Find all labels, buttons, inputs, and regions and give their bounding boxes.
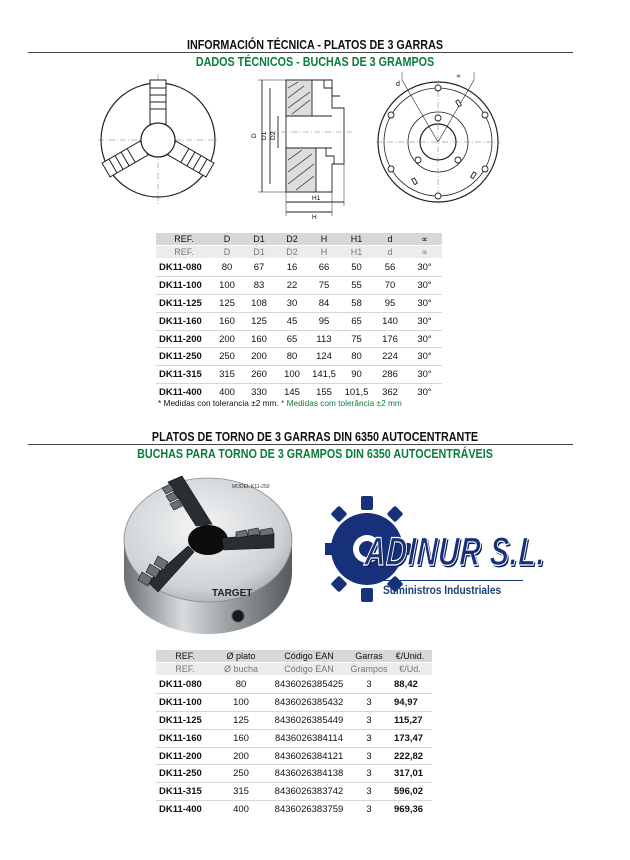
table-cell: 400 xyxy=(212,384,242,401)
table-cell: 362 xyxy=(373,384,407,401)
table-cell: 80 xyxy=(212,259,242,277)
table-cell: 286 xyxy=(373,366,407,384)
price-header: Garras xyxy=(350,650,388,663)
table-cell: 45 xyxy=(276,312,308,330)
table-cell: 30° xyxy=(407,384,442,401)
spec-table-body xyxy=(156,259,442,402)
spec-header: REF. xyxy=(156,246,212,259)
table-cell: 315 xyxy=(214,783,268,801)
ref-cell: DK11-160 xyxy=(156,729,214,747)
table-cell: 155 xyxy=(308,384,340,401)
adinur-logo-tagline: Suministros Industriales xyxy=(383,585,502,597)
price-header: REF. xyxy=(156,663,214,676)
table-cell: 3 xyxy=(350,693,388,711)
price-header: €/Unid. xyxy=(388,650,432,663)
table-row xyxy=(156,294,442,312)
price-table-body xyxy=(156,676,432,819)
chuck-front-view-drawing xyxy=(96,70,221,210)
table-row xyxy=(156,366,442,384)
ref-cell: DK11-250 xyxy=(156,348,212,366)
table-cell: 8436026384121 xyxy=(268,747,350,765)
table-cell: 115,27 xyxy=(388,711,432,729)
table-cell: 160 xyxy=(214,729,268,747)
table-cell: 67 xyxy=(242,259,276,277)
table-cell: 3 xyxy=(350,765,388,783)
table-cell: 30 xyxy=(276,294,308,312)
table-cell: 125 xyxy=(212,294,242,312)
table-cell: 95 xyxy=(308,312,340,330)
table-row xyxy=(156,801,432,818)
table-row xyxy=(156,693,432,711)
table-cell: 124 xyxy=(308,348,340,366)
table-row xyxy=(156,330,442,348)
table-cell: 108 xyxy=(242,294,276,312)
chuck-product-photo xyxy=(112,468,302,638)
table-cell: 3 xyxy=(350,711,388,729)
spec-header: H1 xyxy=(340,246,373,259)
ref-cell: DK11-250 xyxy=(156,765,214,783)
section1-divider xyxy=(28,52,573,53)
table-cell: 50 xyxy=(340,259,373,277)
table-cell: 84 xyxy=(308,294,340,312)
price-header: €/Ud. xyxy=(388,663,432,676)
table-cell: 317,01 xyxy=(388,765,432,783)
spec-header-row-pt xyxy=(156,246,442,259)
ref-cell: DK11-315 xyxy=(156,366,212,384)
table-cell: 56 xyxy=(373,259,407,277)
table-cell: 8436026385432 xyxy=(268,693,350,711)
tolerance-note-es: * Medidas con tolerancia ±2 mm. xyxy=(158,398,279,408)
table-cell: 113 xyxy=(308,330,340,348)
table-cell: 66 xyxy=(308,259,340,277)
table-row xyxy=(156,711,432,729)
table-cell: 101,5 xyxy=(340,384,373,401)
dim-label-D: D xyxy=(251,133,258,138)
ref-cell: DK11-200 xyxy=(156,747,214,765)
table-row xyxy=(156,676,432,694)
table-cell: 250 xyxy=(214,765,268,783)
table-row xyxy=(156,312,442,330)
table-cell: 80 xyxy=(340,348,373,366)
table-cell: 94,97 xyxy=(388,693,432,711)
price-table xyxy=(156,650,432,818)
section2-title-pt: BUCHAS PARA TORNO DE 3 GRAMPOS DIN 6350 AUTOCENTRÁVEIS xyxy=(137,447,493,461)
table-cell: 8436026383742 xyxy=(268,783,350,801)
table-cell: 969,36 xyxy=(388,801,432,818)
table-cell: 30° xyxy=(407,276,442,294)
table-row xyxy=(156,783,432,801)
ref-cell: DK11-315 xyxy=(156,783,214,801)
table-cell: 80 xyxy=(214,676,268,694)
table-cell: 3 xyxy=(350,801,388,818)
section1-title-es: INFORMACIÓN TÉCNICA - PLATOS DE 3 GARRAS xyxy=(186,38,444,52)
table-cell: 80 xyxy=(276,348,308,366)
table-cell: 260 xyxy=(242,366,276,384)
dim-label-alpha: ∝ xyxy=(456,73,462,80)
table-cell: 141,5 xyxy=(308,366,340,384)
table-cell: 65 xyxy=(276,330,308,348)
table-cell: 3 xyxy=(350,747,388,765)
spec-header: D xyxy=(212,233,242,246)
table-cell: 176 xyxy=(373,330,407,348)
table-cell: 88,42 xyxy=(388,676,432,694)
price-header: Código EAN xyxy=(268,650,350,663)
table-cell: 8436026384114 xyxy=(268,729,350,747)
dim-label-D2: D2 xyxy=(270,131,277,140)
table-cell: 250 xyxy=(212,348,242,366)
price-header: Código EAN xyxy=(268,663,350,676)
table-cell: 30° xyxy=(407,348,442,366)
ref-cell: DK11-100 xyxy=(156,693,214,711)
ref-cell: DK11-200 xyxy=(156,330,212,348)
section2-title-es: PLATOS DE TORNO DE 3 GARRAS DIN 6350 AUTOCENTRANTE xyxy=(151,430,479,444)
section1-title-pt: DADOS TÉCNICOS - BUCHAS DE 3 GRAMPOS xyxy=(195,55,435,69)
table-cell: 315 xyxy=(212,366,242,384)
table-row xyxy=(156,259,442,277)
table-cell: 200 xyxy=(212,330,242,348)
table-cell: 90 xyxy=(340,366,373,384)
dim-label-H: H xyxy=(312,214,317,220)
spec-header: d xyxy=(373,246,407,259)
price-header: Grampos xyxy=(350,664,388,674)
table-cell: 55 xyxy=(340,276,373,294)
price-header: REF. xyxy=(156,650,214,663)
ref-cell: DK11-400 xyxy=(156,384,212,401)
table-row xyxy=(156,729,432,747)
table-cell: 100 xyxy=(276,366,308,384)
table-cell: 330 xyxy=(242,384,276,401)
table-cell: 3 xyxy=(350,676,388,694)
table-cell: 400 xyxy=(214,801,268,818)
table-cell: 75 xyxy=(308,276,340,294)
table-cell: 3 xyxy=(350,783,388,801)
spec-header: D1 xyxy=(242,246,276,259)
chuck-section-view-drawing xyxy=(240,68,360,220)
spec-header: D2 xyxy=(276,246,308,259)
spec-header: ∝ xyxy=(407,233,442,246)
price-header-row-es xyxy=(156,650,432,663)
dim-label-H1: H1 xyxy=(312,195,321,202)
table-cell: 145 xyxy=(276,384,308,401)
table-cell: 22 xyxy=(276,276,308,294)
spec-header-row-es xyxy=(156,233,442,246)
table-cell: 30° xyxy=(407,312,442,330)
spec-header: H xyxy=(308,246,340,259)
table-cell: 75 xyxy=(340,330,373,348)
dim-label-d: d xyxy=(396,81,400,88)
table-row xyxy=(156,765,432,783)
table-cell: 8436026385449 xyxy=(268,711,350,729)
table-cell: 83 xyxy=(242,276,276,294)
table-cell: 3 xyxy=(350,729,388,747)
table-cell: 100 xyxy=(214,693,268,711)
logo-underline xyxy=(383,580,523,581)
chuck-back-view-drawing xyxy=(372,70,512,210)
spec-header: D1 xyxy=(242,233,276,246)
spec-header: D xyxy=(212,246,242,259)
ref-cell: DK11-080 xyxy=(156,259,212,277)
table-cell: 125 xyxy=(242,312,276,330)
price-header: Ø bucha xyxy=(214,663,268,676)
photo-model-text: MODEL K11-250 xyxy=(232,484,270,490)
spec-header: H xyxy=(308,233,340,246)
spec-header: REF. xyxy=(156,233,212,246)
table-cell: 160 xyxy=(242,330,276,348)
table-cell: 58 xyxy=(340,294,373,312)
table-row xyxy=(156,348,442,366)
spec-header: H1 xyxy=(340,233,373,246)
spec-table xyxy=(156,233,442,401)
table-cell: 140 xyxy=(373,312,407,330)
table-cell: 8436026385425 xyxy=(268,676,350,694)
section2-divider xyxy=(28,444,573,445)
table-cell: 200 xyxy=(214,747,268,765)
table-cell: 100 xyxy=(212,276,242,294)
dim-label-D1: D1 xyxy=(261,131,268,140)
ref-cell: DK11-400 xyxy=(156,801,214,818)
ref-cell: DK11-100 xyxy=(156,276,212,294)
table-cell: 200 xyxy=(242,348,276,366)
table-cell: 224 xyxy=(373,348,407,366)
table-row xyxy=(156,276,442,294)
ref-cell: DK11-080 xyxy=(156,676,214,694)
table-cell: 16 xyxy=(276,259,308,277)
table-cell: 596,02 xyxy=(388,783,432,801)
photo-brand-text: TARGET xyxy=(212,588,253,599)
table-row xyxy=(156,747,432,765)
table-cell: 70 xyxy=(373,276,407,294)
price-header-row-pt xyxy=(156,663,432,676)
ref-cell: DK11-125 xyxy=(156,294,212,312)
price-header: Ø plato xyxy=(214,650,268,663)
table-cell: 30° xyxy=(407,259,442,277)
spec-header: d xyxy=(373,233,407,246)
adinur-logo-text: ADINUR S.L. xyxy=(363,530,547,574)
tolerance-note-pt: * Medidas com tolerância ±2 mm xyxy=(281,398,402,408)
table-cell: 30° xyxy=(407,294,442,312)
table-cell: 125 xyxy=(214,711,268,729)
tolerance-note xyxy=(158,398,402,408)
table-cell: 173,47 xyxy=(388,729,432,747)
table-cell: 65 xyxy=(340,312,373,330)
spec-header: D2 xyxy=(276,233,308,246)
table-cell: 160 xyxy=(212,312,242,330)
table-cell: 8436026384138 xyxy=(268,765,350,783)
table-cell: 95 xyxy=(373,294,407,312)
ref-cell: DK11-125 xyxy=(156,711,214,729)
spec-header: ∝ xyxy=(407,246,442,259)
table-cell: 30° xyxy=(407,330,442,348)
table-cell: 222,82 xyxy=(388,747,432,765)
table-cell: 8436026383759 xyxy=(268,801,350,818)
ref-cell: DK11-160 xyxy=(156,312,212,330)
table-cell: 30° xyxy=(407,366,442,384)
